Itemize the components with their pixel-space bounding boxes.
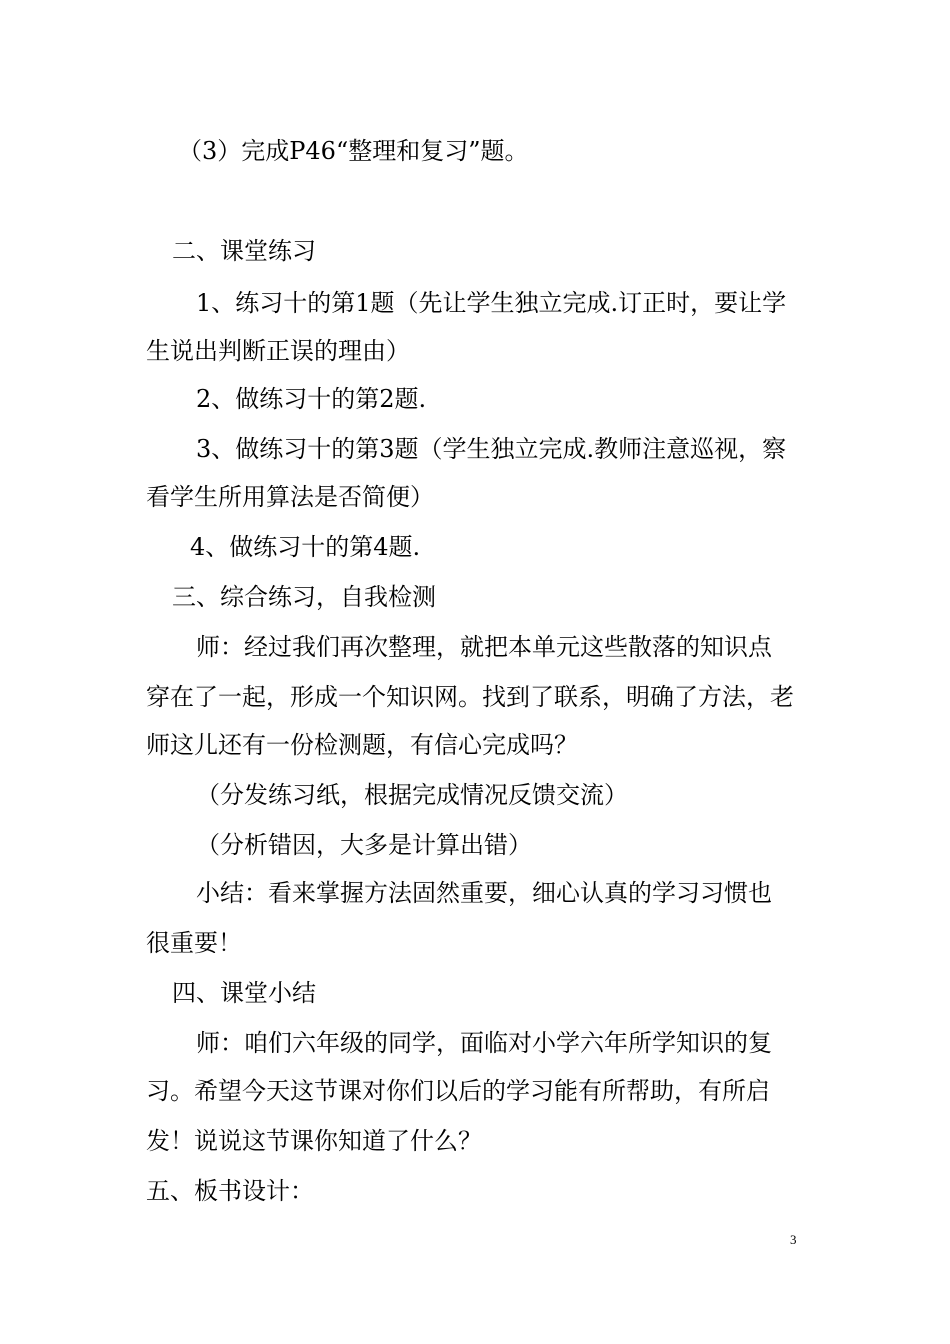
text-line-teacher-1c: 师这儿还有一份检测题，有信心完成吗？ bbox=[146, 731, 578, 759]
text-line-summary-b: 很重要！ bbox=[146, 929, 242, 957]
text-line-exercise-2: 2、做练习十的第2题. bbox=[196, 385, 427, 413]
heading-board-design: 五、板书设计： bbox=[146, 1177, 314, 1205]
text-line-teacher-1a: 师：经过我们再次整理，就把本单元这些散落的知识点 bbox=[196, 633, 772, 661]
text-line-exercise-4: 4、做练习十的第4题. bbox=[190, 533, 421, 561]
page-number: 3 bbox=[790, 1232, 797, 1247]
text-line-task-3: （3）完成P46“整理和复习”题。 bbox=[178, 137, 529, 165]
text-line-distribute: （分发练习纸，根据完成情况反馈交流） bbox=[196, 781, 628, 809]
text-line-teacher-2a: 师：咱们六年级的同学，面临对小学六年所学知识的复 bbox=[196, 1029, 772, 1057]
text-line-exercise-3b: 看学生所用算法是否简便） bbox=[146, 483, 434, 511]
text-line-exercise-3a: 3、做练习十的第3题（学生独立完成.教师注意巡视，察 bbox=[196, 435, 787, 463]
text-line-exercise-1a: 1、练习十的第1题（先让学生独立完成.订正时，要让学 bbox=[196, 289, 787, 317]
text-line-teacher-1b: 穿在了一起，形成一个知识网。找到了联系，明确了方法，老 bbox=[146, 683, 794, 711]
heading-class-summary: 四、课堂小结 bbox=[172, 979, 316, 1007]
heading-comprehensive-practice: 三、综合练习，自我检测 bbox=[172, 583, 436, 611]
text-line-analyze-errors: （分析错因，大多是计算出错） bbox=[196, 831, 532, 859]
text-line-summary-a: 小结：看来掌握方法固然重要，细心认真的学习习惯也 bbox=[196, 879, 772, 907]
heading-classroom-practice: 二、课堂练习 bbox=[172, 237, 316, 265]
text-line-teacher-2c: 发！说说这节课你知道了什么？ bbox=[146, 1127, 482, 1155]
text-line-teacher-2b: 习。希望今天这节课对你们以后的学习能有所帮助，有所启 bbox=[146, 1077, 770, 1105]
text-line-exercise-1b: 生说出判断正误的理由） bbox=[146, 337, 410, 365]
